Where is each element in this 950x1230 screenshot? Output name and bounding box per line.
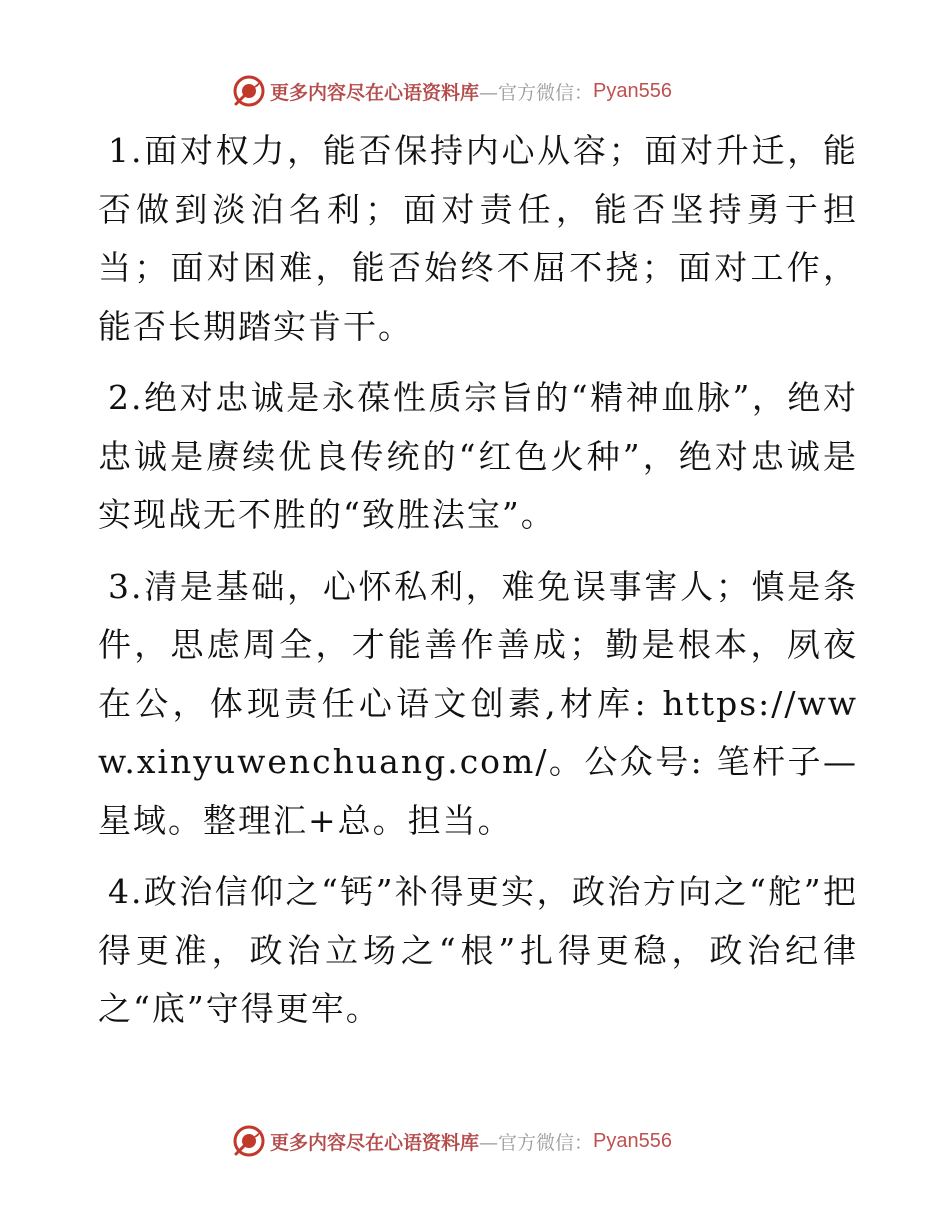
pen-logo-icon: [232, 1124, 266, 1158]
banner-main-text: 更多内容尽在心语资料库: [270, 81, 480, 104]
banner-sub-text: —官方微信：: [479, 1131, 594, 1154]
paragraph-3: 3.清是基础，心怀私利，难免误事害人；慎是条件，思虑周全，才能善作善成；勤是根本，夙夜在公，体现责任心语文创素,材库: https://www.xinyuwenchuang.com/。公众号: 笔杆子—星域。整理汇+总。担当。: [98, 566, 858, 840]
footer-banner: [0, 1120, 950, 1160]
pen-logo-icon: [232, 74, 266, 108]
paragraph-4: 4.政治信仰之“钙”补得更实，政治方向之“舵”把得更准，政治立场之“根”扎得更稳，政治纪律之“底”守得更牢。: [98, 872, 858, 1028]
banner-wechat-id: Pyan556: [593, 79, 672, 102]
banner-wechat-id: Pyan556: [593, 1129, 672, 1152]
document-body: [98, 122, 858, 1052]
paragraph-1: 1.面对权力，能否保持内心从容；面对升迁，能否做到淡泊名利；面对责任，能否坚持勇于担当；面对困难，能否始终不屈不挠；面对工作，能否长期踏实肯干。: [98, 131, 858, 346]
banner-sub-text: —官方微信：: [479, 81, 594, 104]
banner-main-text: 更多内容尽在心语资料库: [270, 1131, 480, 1154]
paragraph-2: 2.绝对忠诚是永葆性质宗旨的“精神血脉”，绝对忠诚是赓续优良传统的“红色火种”，绝对忠诚是实现战无不胜的“致胜法宝”。: [98, 378, 858, 534]
header-banner: [0, 70, 950, 110]
